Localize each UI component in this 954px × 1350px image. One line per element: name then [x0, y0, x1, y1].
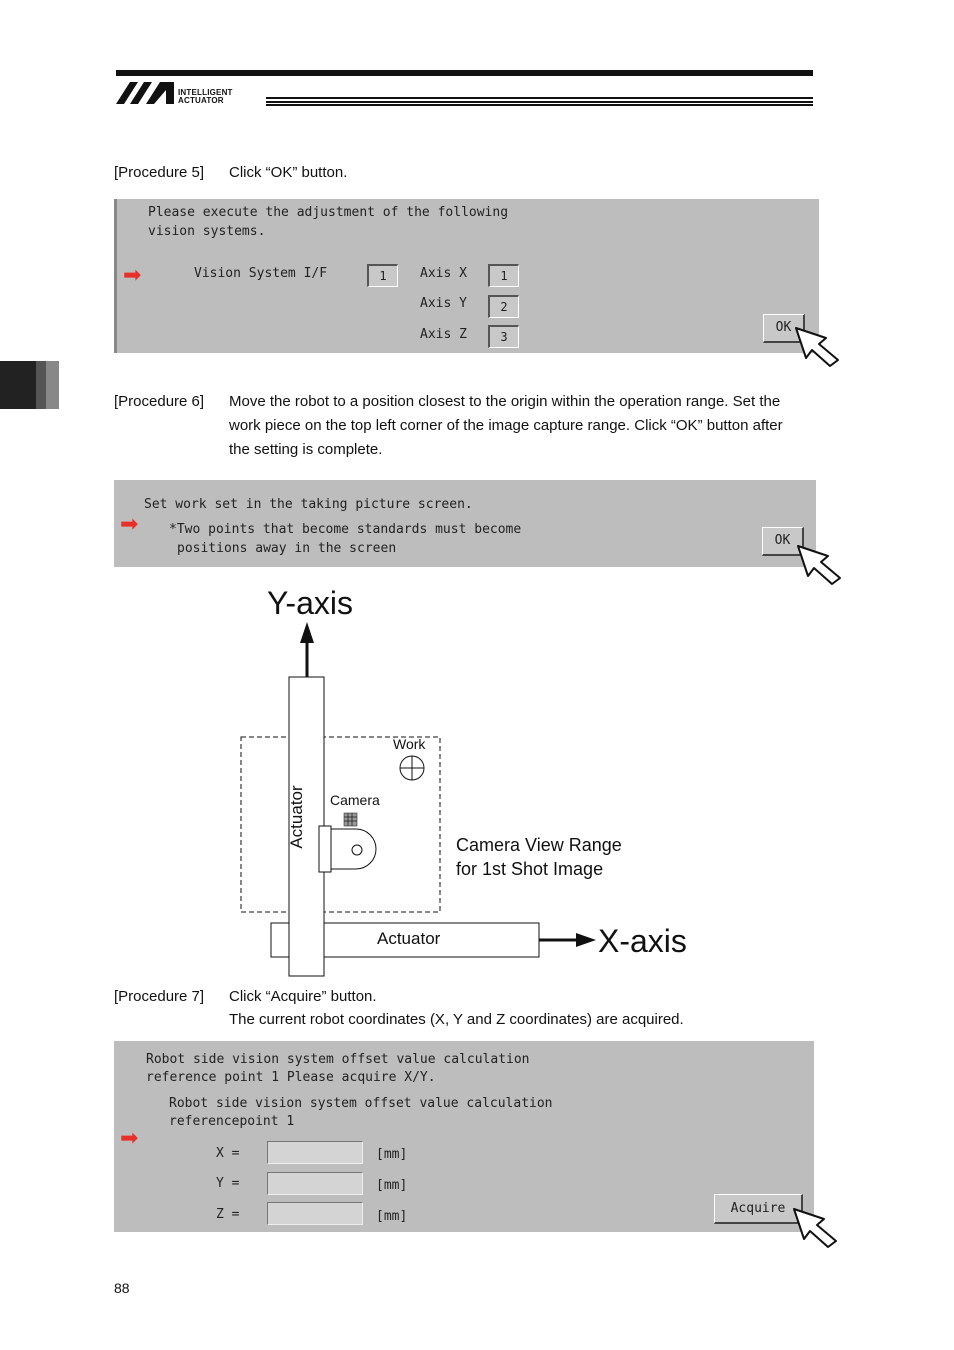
- p5-vision-value: 1: [367, 264, 398, 287]
- p5-vision-label: Vision System I/F: [194, 266, 328, 281]
- p5-axis-x-value: 1: [488, 264, 519, 287]
- procedure6-text-line1: Move the robot to a position closest to the origin within the operation range. Set the: [229, 393, 781, 410]
- procedure5-label: [Procedure 5]: [114, 164, 205, 181]
- p6-line2: *Two points that become standards must become: [169, 522, 522, 537]
- chapter-side-tab-stripe-1: [36, 361, 46, 409]
- procedure6-panel: [114, 480, 816, 567]
- red-arrow-icon: ➡: [120, 1125, 139, 1150]
- y-coordinate-field[interactable]: [267, 1172, 363, 1195]
- procedure6-label: [Procedure 6]: [114, 393, 205, 410]
- header-bar: [116, 70, 813, 76]
- procedure7-label: [Procedure 7]: [114, 988, 205, 1005]
- actuator-vertical-label: Actuator: [287, 785, 306, 849]
- mouse-pointer-icon: [790, 1205, 840, 1249]
- p7-x-unit: [mm]: [376, 1147, 408, 1162]
- p7-z-label: Z =: [216, 1207, 240, 1222]
- procedure7-panel: [114, 1041, 814, 1232]
- z-coordinate-field[interactable]: [267, 1202, 363, 1225]
- view-range-label-2: for 1st Shot Image: [456, 859, 604, 879]
- p7-x-label: X =: [216, 1146, 240, 1161]
- p7-line1: Robot side vision system offset value calculation: [146, 1052, 530, 1067]
- red-arrow-icon: ➡: [120, 511, 139, 536]
- red-arrow-icon: ➡: [123, 262, 142, 287]
- p5-axis-y-label: Axis Y: [420, 296, 467, 311]
- procedure6-text-line2: work piece on the top left corner of the image capture range. Click “OK” button after: [229, 417, 783, 434]
- view-range-label-1: Camera View Range: [456, 835, 622, 855]
- page-number: 88: [114, 1280, 130, 1296]
- chapter-side-tab-stripe-2: [46, 361, 59, 409]
- procedure5-text: Click “OK” button.: [229, 164, 348, 181]
- axis-diagram: [230, 585, 710, 980]
- p5-line2: vision systems.: [148, 224, 266, 239]
- acquire-button[interactable]: Acquire: [714, 1194, 803, 1224]
- p5-ok-button[interactable]: OK: [763, 314, 805, 343]
- logo-mark-icon: [116, 82, 178, 106]
- procedure7-text-line2: The current robot coordinates (X, Y and Z coordinates) are acquired.: [229, 1011, 684, 1028]
- procedure7-text-line1: Click “Acquire” button.: [229, 988, 377, 1005]
- actuator-horizontal-label: Actuator: [377, 929, 441, 948]
- p5-axis-z-value: 3: [488, 325, 519, 348]
- procedure6-text-line3: the setting is complete.: [229, 441, 383, 458]
- p6-ok-button[interactable]: OK: [762, 527, 804, 556]
- work-label: Work: [393, 736, 426, 752]
- p5-axis-y-value: 2: [488, 295, 519, 318]
- p7-line4: referencepoint 1: [169, 1114, 295, 1129]
- p7-line2: reference point 1 Please acquire X/Y.: [146, 1070, 436, 1085]
- p6-line3: positions away in the screen: [177, 541, 397, 556]
- logo-text-2: ACTUATOR: [178, 96, 224, 105]
- x-coordinate-field[interactable]: [267, 1141, 363, 1164]
- p5-line1: Please execute the adjustment of the following: [148, 205, 509, 220]
- p7-z-unit: [mm]: [376, 1209, 408, 1224]
- p7-y-label: Y =: [216, 1176, 240, 1191]
- p7-y-unit: [mm]: [376, 1178, 408, 1193]
- p6-line1: Set work set in the taking picture screen.: [144, 497, 473, 512]
- procedure5-panel: [114, 199, 819, 353]
- camera-label: Camera: [330, 792, 380, 808]
- logo-text-1: INTELLIGENT: [178, 88, 233, 97]
- y-axis-label: Y-axis: [267, 585, 353, 621]
- mouse-pointer-icon: [794, 542, 844, 586]
- chapter-side-tab: [0, 361, 36, 409]
- p5-axis-z-label: Axis Z: [420, 327, 467, 342]
- p5-axis-x-label: Axis X: [420, 266, 467, 281]
- company-logo: [116, 82, 266, 106]
- p7-line3: Robot side vision system offset value calculation: [169, 1096, 553, 1111]
- x-axis-label: X-axis: [598, 923, 687, 959]
- header-rule: [266, 97, 813, 106]
- mouse-pointer-icon: [792, 324, 842, 368]
